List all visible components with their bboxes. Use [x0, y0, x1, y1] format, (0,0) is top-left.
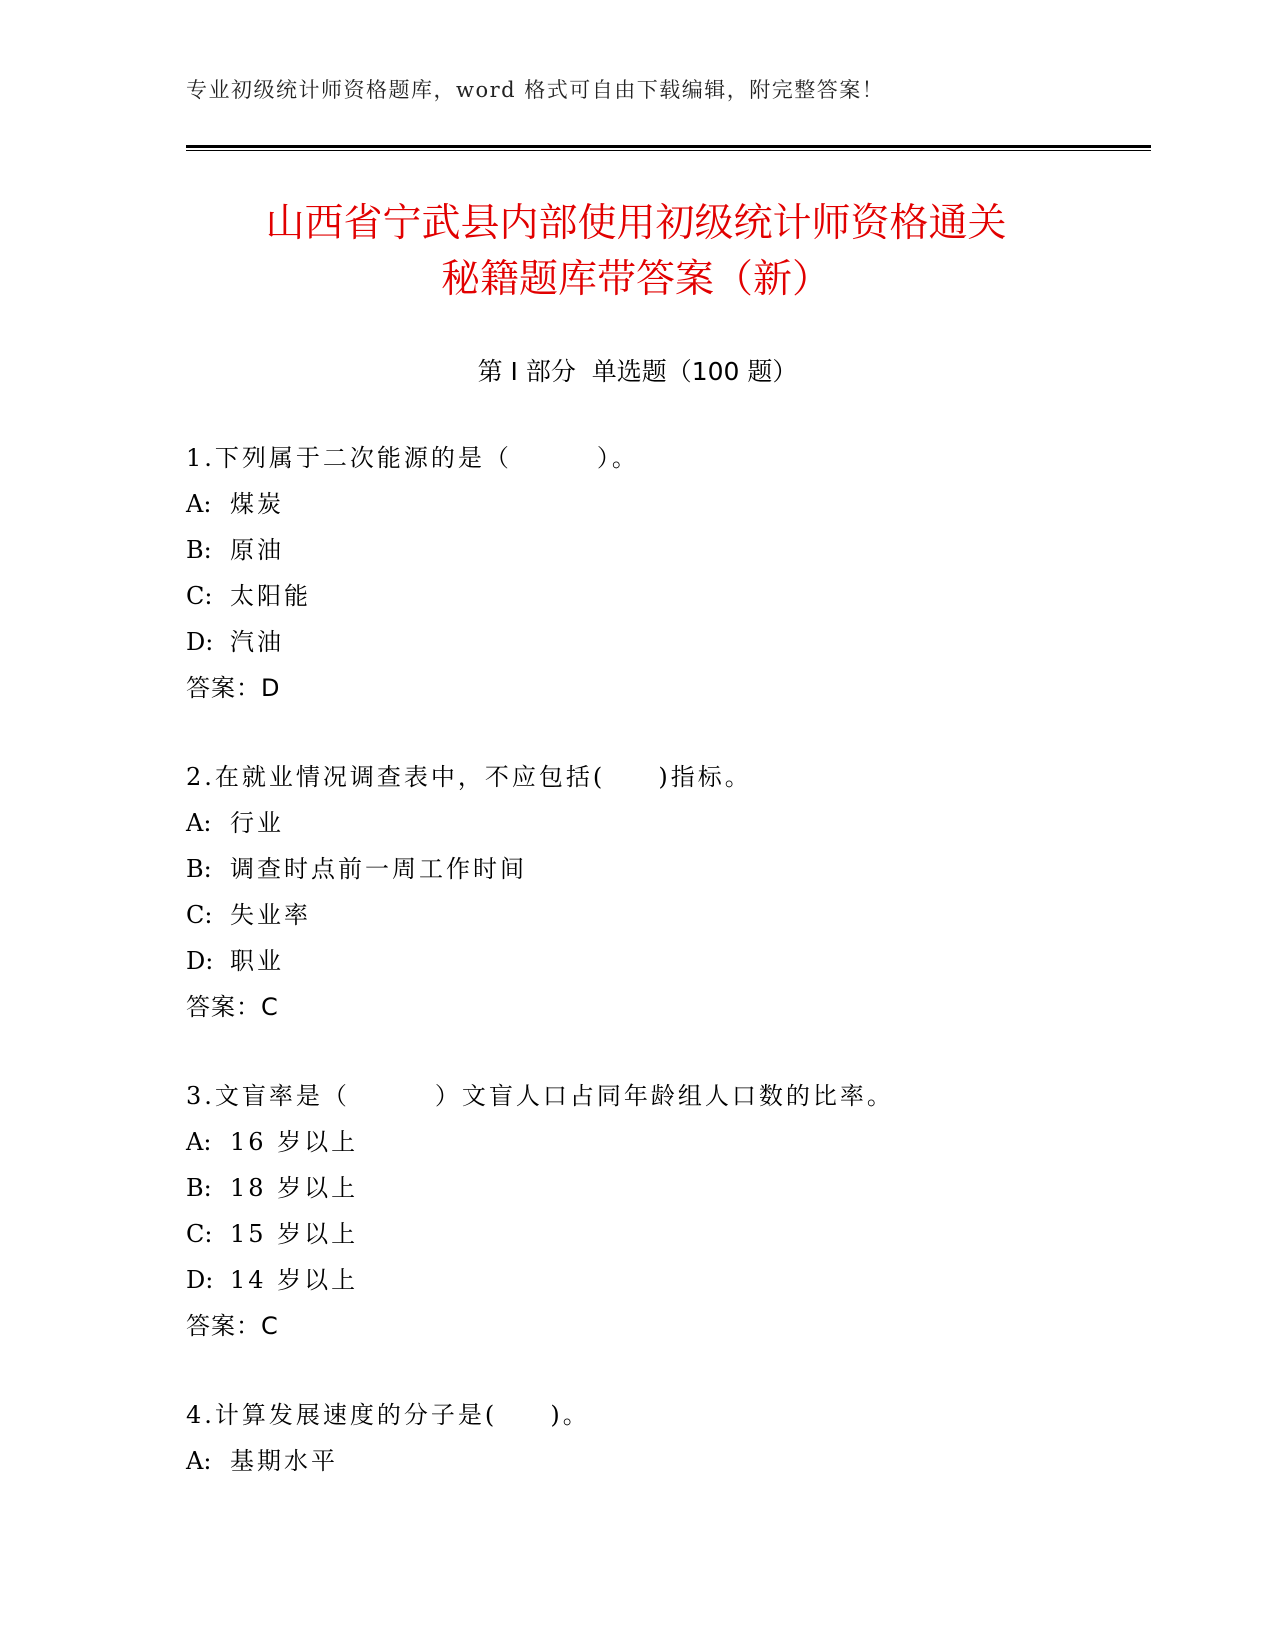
option-letter: C: [186, 1220, 213, 1248]
option-letter: A: [186, 809, 212, 837]
option-text: 汽油 [230, 628, 284, 656]
option-b [186, 1172, 1146, 1218]
question-stem: 2.在就业情况调查表中，不应包括( )指标。 [186, 763, 752, 791]
option-text: 基期水平 [230, 1447, 338, 1475]
document-title [186, 196, 1086, 308]
option-text: 15 岁以上 [230, 1220, 359, 1248]
option-d [186, 1264, 1146, 1310]
option-c [186, 899, 1146, 945]
answer-line: 答案：D [186, 674, 281, 702]
option-a [186, 807, 1146, 853]
option-c [186, 1218, 1146, 1264]
option-c [186, 580, 1146, 626]
option-text: 18 岁以上 [230, 1174, 359, 1202]
document-title-line-2: 秘籍题库带答案（新） [440, 257, 831, 302]
option-b [186, 853, 1146, 899]
question-stem: 1.下列属于二次能源的是（ ）。 [186, 444, 639, 472]
question-4 [186, 1399, 1146, 1491]
question-1 [186, 442, 1146, 718]
option-text: 原油 [230, 536, 284, 564]
question-3 [186, 1080, 1146, 1356]
header-rule-thin [186, 150, 1151, 151]
option-a [186, 1445, 1146, 1491]
option-text: 16 岁以上 [230, 1128, 359, 1156]
option-a [186, 488, 1146, 534]
option-letter: B: [186, 855, 212, 883]
question-stem: 4.计算发展速度的分子是( )。 [186, 1401, 590, 1429]
answer-line: 答案：C [186, 1312, 279, 1340]
question-stem: 3.文盲率是（ ）文盲人口占同年龄组人口数的比率。 [186, 1082, 894, 1110]
document-title-line-1: 山西省宁武县内部使用初级统计师资格通关 [265, 201, 1007, 246]
option-letter: D: [186, 947, 214, 975]
header-rule-thick [186, 145, 1151, 148]
option-letter: D: [186, 1266, 214, 1294]
option-text: 失业率 [230, 901, 311, 929]
question-list [186, 442, 1146, 1534]
option-letter: A: [186, 490, 212, 518]
option-letter: D: [186, 628, 214, 656]
option-letter: C: [186, 901, 213, 929]
option-letter: B: [186, 536, 212, 564]
option-text: 煤炭 [230, 490, 284, 518]
option-text: 太阳能 [230, 582, 311, 610]
option-letter: B: [186, 1174, 212, 1202]
option-d [186, 626, 1146, 672]
header-note: 专业初级统计师资格题库，word 格式可自由下载编辑，附完整答案！ [186, 78, 885, 102]
option-letter: C: [186, 582, 213, 610]
option-d [186, 945, 1146, 991]
option-a [186, 1126, 1146, 1172]
option-letter: A: [186, 1447, 212, 1475]
section-heading: 第 I 部分 单选题（100 题） [477, 357, 798, 386]
option-text: 行业 [230, 809, 284, 837]
option-letter: A: [186, 1128, 212, 1156]
option-text: 14 岁以上 [230, 1266, 359, 1294]
option-text: 调查时点前一周工作时间 [230, 855, 527, 883]
option-text: 职业 [230, 947, 284, 975]
question-2 [186, 761, 1146, 1037]
option-b [186, 534, 1146, 580]
answer-line: 答案：C [186, 993, 279, 1021]
